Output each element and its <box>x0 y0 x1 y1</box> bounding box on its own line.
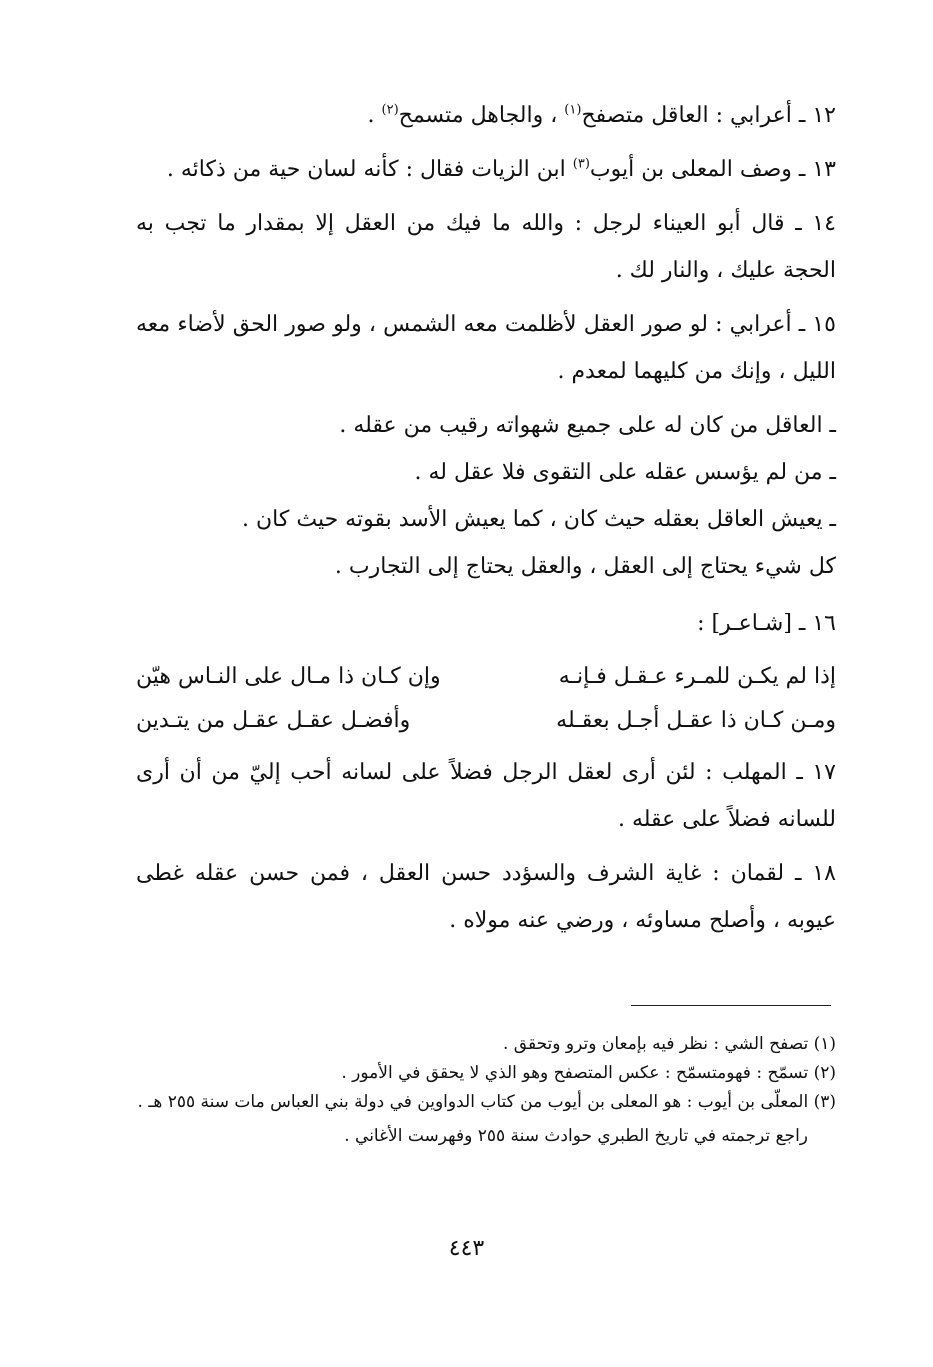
saying-4-text: كل شيء يحتاج إلى العقل ، والعقل يحتاج إلى التجارب . <box>334 554 836 579</box>
paragraph-13-text: ١٣ ـ وصف المعلى بن أيوب <box>589 157 836 182</box>
poem <box>136 655 836 743</box>
footnote-separator <box>631 1005 831 1006</box>
paragraph-12-mid: ، والجاهل متسمح <box>398 103 565 128</box>
page-number: ٤٤٣ <box>448 1236 485 1261</box>
verse-1-second-hemistich: وإن كـان ذا مـال على النـاس هيّن <box>136 664 441 689</box>
saying-4 <box>136 543 836 590</box>
verse-2-second-hemistich: وأفضـل عقـل عقـل من يتـدين <box>136 708 411 733</box>
verse-2-first-hemistich: ومـن كـان ذا عقـل أجـل بعقـله <box>556 708 836 733</box>
saying-3 <box>136 496 836 543</box>
footnote-3: (٣) المعلّى بن أيوب : هو المعلى بن أيوب من كتاب الدواوين في دولة بني العباس مات سنة ٢٥٥ هـ . <box>137 1092 836 1112</box>
main-text <box>136 92 836 951</box>
paragraph-17: ١٧ ـ المهلب : لئن أرى لعقل الرجل فضلاً على لسانه أحب إليّ من أن أرى للسانه فضلاً على عقله . <box>136 760 836 832</box>
footnote-1: (١) تصفح الشي : نظر فيه بإمعان وترو وتحقق . <box>503 1034 836 1054</box>
saying-1-text: ـ العاقل من كان له على جميع شهواته رقيب من عقله . <box>339 413 836 438</box>
poem-verse-2 <box>136 699 836 743</box>
footnote-ref-2: (٢) <box>381 102 399 118</box>
footnote-2: (٢) تسمّح : فهومتسمّح : عكس المتصفح وهو الذي لا يحقق في الأمور . <box>341 1063 836 1083</box>
saying-2-text: ـ من لم يؤسس عقله على التقوى فلا عقل له . <box>414 460 836 485</box>
paragraph-13-rest: ابن الزيات فقال : كأنه لسان حية من ذكائه . <box>166 157 573 182</box>
paragraph-15: ١٥ ـ أعرابي : لو صور العقل لأظلمت معه الشمس ، ولو صور الحق لأضاء معه الليل ، وإنك من كليهما لمعدم . <box>136 312 836 384</box>
paragraph-12-text: ١٢ ـ أعرابي : العاقل متصفح <box>581 103 836 128</box>
verse-1-first-hemistich: إذا لم يكـن للمـرء عـقـل فـإنـه <box>558 664 836 689</box>
paragraph-18: ١٨ ـ لقمان : غاية الشرف والسؤدد حسن العقل ، فمن حسن عقله غطى عيوبه ، وأصلح مساوئه ، ورضي عنه مولاه . <box>136 861 836 933</box>
paragraph-12-end: . <box>367 103 382 128</box>
footnote-ref-3: (٣) <box>572 156 590 172</box>
paragraph-12 <box>136 92 836 139</box>
paragraph-14: ١٤ ـ قال أبو العيناء لرجل : والله ما فيك من العقل إلا بمقدار ما تجب به الحجة عليك ، والنار لك . <box>136 211 836 283</box>
footnotes <box>136 1030 836 1151</box>
footnote-ref-1: (١) <box>564 102 582 118</box>
footnote-3-continuation: راجع ترجمته في تاريخ الطبري حوادث سنة ٢٥٥ وفهرست الأغاني . <box>344 1126 808 1146</box>
saying-3-text: ـ يعيش العاقل بعقله حيث كان ، كما يعيش الأسد بقوته حيث كان . <box>242 507 836 532</box>
paragraph-16: ١٦ ـ [شـاعـر] : <box>697 611 836 636</box>
saying-1 <box>136 402 836 449</box>
poem-verse-1 <box>136 655 836 699</box>
saying-2 <box>136 449 836 496</box>
paragraph-13 <box>136 146 836 193</box>
